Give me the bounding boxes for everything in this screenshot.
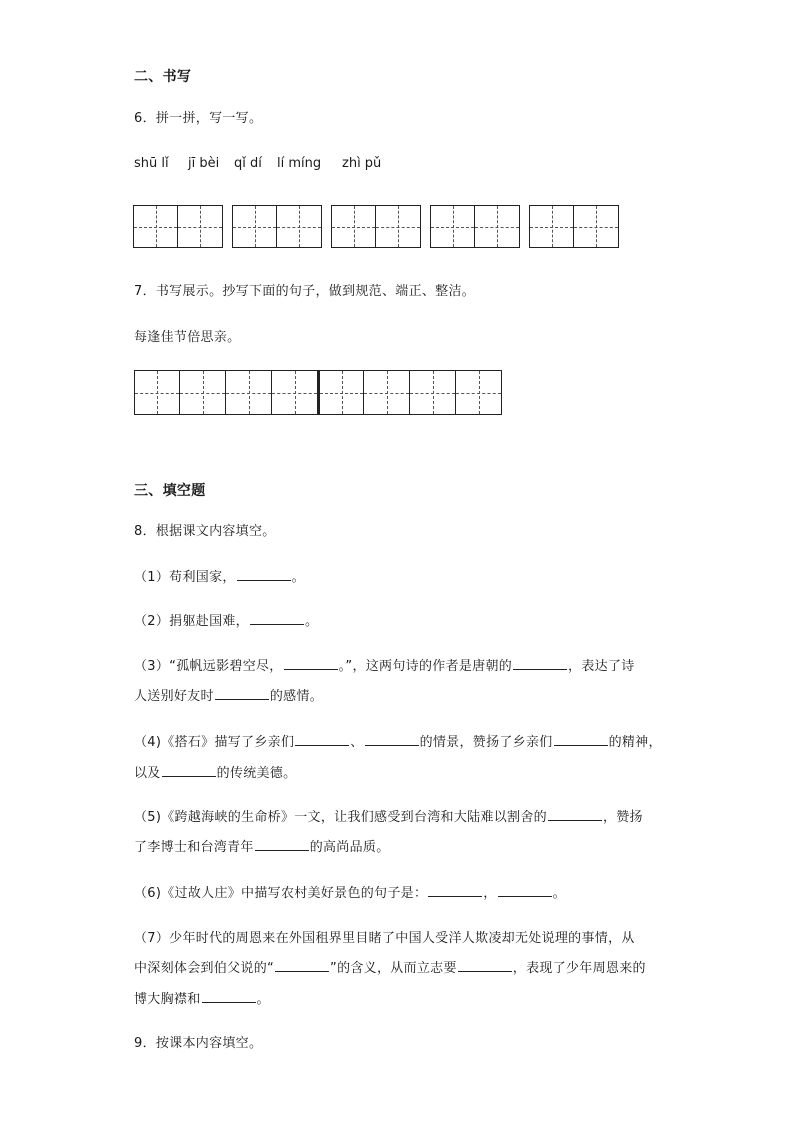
writing-cell[interactable] [331,205,376,248]
fill-text: 。 [304,614,319,629]
fill-item-4-cont [134,762,296,781]
fill-text: 的情景，赞扬了乡亲们 [419,735,553,750]
fill-item-5-cont [134,836,390,855]
fill-item-3-cont [134,685,323,704]
fill-item-5 [134,806,643,825]
fill-text: 。”，这两句诗的作者是唐朝的 [338,659,513,674]
fill-text: 的精神， [608,735,662,750]
writing-cell[interactable] [134,370,180,415]
fill-blank[interactable] [498,885,552,897]
question-7: 7．书写展示。抄写下面的句子，做到规范、端正、整洁。 [134,284,476,299]
fill-item-7-end [134,988,270,1007]
fill-blank[interactable] [428,885,482,897]
fill-text: ，表达了诗 [568,659,635,674]
writing-cell[interactable] [410,370,456,415]
fill-text: ，表现了少年周恩来的 [512,961,646,976]
writing-cell[interactable] [430,205,475,248]
fill-text: 。 [256,992,270,1007]
writing-cell[interactable] [277,205,322,248]
fill-text: ， [483,886,497,901]
fill-text: 、 [350,735,364,750]
copy-sentence: 每逢佳节倍思亲。 [134,330,241,345]
fill-item-3 [134,655,635,674]
fill-text: 。 [552,886,566,901]
copy-writing-grid [134,370,502,415]
fill-text: 了李博士和台湾青年 [134,840,254,855]
writing-cell[interactable] [226,370,272,415]
writing-cell[interactable] [178,205,223,248]
fill-blank[interactable] [202,991,256,1003]
question-9: 9．按课本内容填空。 [134,1036,263,1051]
fill-text: （5)《跨越海峡的生命桥》一文，让我们感受到台湾和大陆难以割舍的 [134,810,547,825]
fill-text: 中深刻体会到伯父说的“ [134,961,275,976]
fill-text: 人送别好友时 [134,689,214,704]
fill-item-2 [134,610,318,629]
fill-text: 。 [291,570,305,585]
writing-cell[interactable] [133,205,178,248]
writing-cell[interactable] [180,370,226,415]
fill-text: 以及 [134,766,161,781]
fill-blank[interactable] [284,658,338,670]
fill-blank[interactable] [250,613,304,625]
question-6: 6．拼一拼，写一写。 [134,111,263,126]
fill-text: （6)《过故人庄》中描写农村美好景色的句子是： [134,886,428,901]
fill-blank[interactable] [458,960,512,972]
fill-blank[interactable] [513,658,567,670]
fill-blank[interactable] [237,569,291,581]
fill-text: 的高尚品质。 [309,840,390,855]
fill-blank[interactable] [215,688,269,700]
writing-cell[interactable] [529,205,574,248]
fill-text: （1）苟利国家， [134,570,236,585]
pinyin-1: shū lǐ [134,156,169,171]
fill-text: （3）“孤帆远影碧空尽， [134,659,283,674]
fill-text: （4)《搭石》描写了乡亲们 [134,735,295,750]
fill-blank[interactable] [162,765,216,777]
writing-cell[interactable] [232,205,277,248]
fill-text: ”的含义，从而立志要 [330,961,457,976]
pinyin-row [134,156,434,174]
pinyin-5: zhì pǔ [342,156,382,171]
fill-item-4 [134,731,662,750]
writing-cell[interactable] [272,370,318,415]
fill-blank[interactable] [255,839,309,851]
fill-text: 的传统美德。 [216,766,297,781]
section-3-heading: 三、填空题 [134,483,206,499]
fill-item-6 [134,882,566,901]
writing-cell[interactable] [364,370,410,415]
fill-item-1 [134,566,305,585]
fill-blank[interactable] [365,734,419,746]
fill-item-7-cont [134,957,646,976]
writing-cell[interactable] [456,370,502,415]
writing-cell[interactable] [318,370,364,415]
pinyin-writing-grid [133,205,619,248]
fill-item-7 [134,927,635,946]
fill-text: ，赞扬 [602,810,643,825]
pinyin-2: jī bèi [188,156,220,171]
section-2-heading: 二、书写 [134,69,192,85]
pinyin-4: lí míng [277,156,322,171]
fill-blank[interactable] [295,734,349,746]
fill-blank[interactable] [548,809,602,821]
question-8: 8．根据课文内容填空。 [134,524,276,539]
fill-blank[interactable] [275,960,329,972]
fill-text: 博大胸襟和 [134,992,201,1007]
writing-cell[interactable] [376,205,421,248]
writing-cell[interactable] [574,205,619,248]
fill-text: 的感情。 [269,689,324,704]
fill-text: （2）捐躯赴国难， [134,614,249,629]
fill-text: （7）少年时代的周恩来在外国租界里目睹了中国人受洋人欺凌却无处说理的事情，从 [134,931,635,946]
writing-cell[interactable] [475,205,520,248]
pinyin-3: qǐ dí [234,156,262,171]
fill-blank[interactable] [554,734,608,746]
